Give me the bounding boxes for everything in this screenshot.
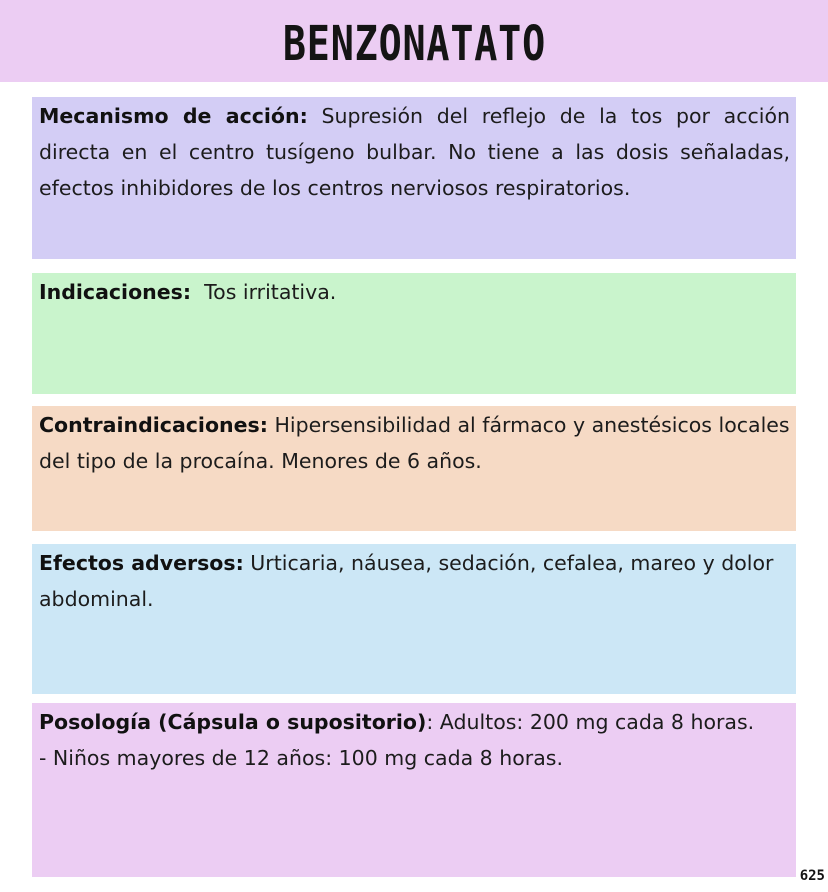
indicaciones-paragraph xyxy=(39,274,790,310)
posologia-text: : Adultos: 200 mg cada 8 horas. xyxy=(426,710,755,734)
mecanismo-label: Mecanismo de acción: xyxy=(39,104,308,128)
title-banner xyxy=(0,0,828,82)
contraindicaciones-paragraph xyxy=(39,407,790,479)
indicaciones-text: Tos irritativa. xyxy=(191,280,337,304)
contraindicaciones-text: Hipersensibilidad al fármaco y anestésicos locales del tipo de la procaína. Menores de 6 años. xyxy=(39,413,790,473)
section-posologia xyxy=(32,703,796,877)
section-efectos-adversos xyxy=(32,544,796,694)
posologia-label: Posología (Cápsula o supositorio) xyxy=(39,710,427,734)
contraindicaciones-label: Contraindicaciones: xyxy=(39,413,268,437)
mecanismo-text: Supresión del reflejo de la tos por acción directa en el centro tusígeno bulbar. No tiene a las dosis señaladas, efectos inhibidores de los centros nerviosos respiratorios. xyxy=(39,104,790,200)
posologia-line-ninos: - Niños mayores de 12 años: 100 mg cada 8 horas. xyxy=(39,746,563,770)
section-mecanismo xyxy=(32,97,796,259)
mecanismo-paragraph xyxy=(39,98,790,206)
efectos-text: Urticaria, náusea, sedación, cefalea, mareo y dolor abdominal. xyxy=(39,551,774,611)
page-number: 625 xyxy=(799,868,825,884)
posologia-paragraph xyxy=(39,704,790,740)
page-title: BENZONATATO xyxy=(282,16,546,72)
indicaciones-label: Indicaciones: xyxy=(39,280,192,304)
section-indicaciones xyxy=(32,273,796,394)
efectos-label: Efectos adversos: xyxy=(39,551,244,575)
efectos-paragraph xyxy=(39,545,790,617)
section-contraindicaciones xyxy=(32,406,796,531)
